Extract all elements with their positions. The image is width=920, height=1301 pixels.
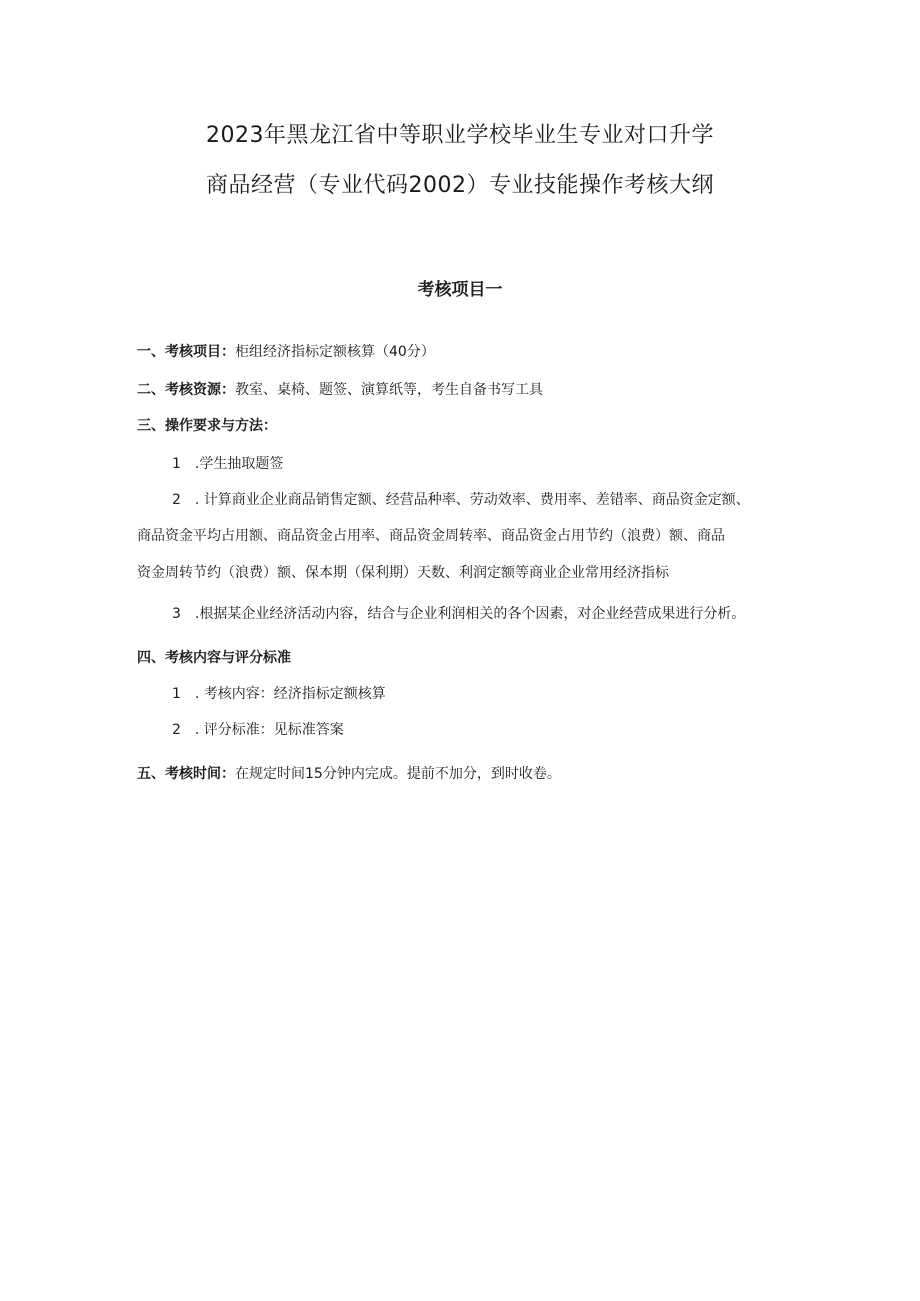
section-1-text: 柜组经济指标定额核算（40分） [235,344,435,360]
section-1-label: 一、考核项目： [137,344,235,360]
section-2 [137,380,543,400]
section-5 [137,764,561,784]
section-2-label: 二、考核资源： [137,382,235,398]
document-title-line2: 商品经营（专业代码2002）专业技能操作考核大纲 [206,173,714,198]
section-3-label: 三、操作要求与方法： [137,418,277,434]
section-4-label: 四、考核内容与评分标准 [137,650,291,666]
section-1 [137,342,435,362]
section-4-item-1: 1 . 考核内容：经济指标定额核算 [172,686,386,702]
section-5-label: 五、考核时间： [137,766,235,782]
section-3-item-2-line1: 2 . 计算商业企业商品销售定额、经营品种率、劳动效率、费用率、差错率、商品资金定额、 [172,492,750,508]
section-2-text: 教室、桌椅、题签、演算纸等，考生自备书写工具 [235,382,543,398]
section-3-item-2-line2: 商品资金平均占用额、商品资金占用率、商品资金周转率、商品资金占用节约（浪费）额、商品 [137,528,725,544]
section-4 [137,648,291,668]
section-3 [137,416,277,436]
section-3-item-2-line3: 资金周转节约（浪费）额、保本期（保利期）天数、利润定额等商业企业常用经济指标 [137,565,669,581]
section-3-item-3: 3 .根据某企业经济活动内容，结合与企业利润相关的各个因素，对企业经营成果进行分析。 [172,606,746,622]
section-4-item-2: 2 . 评分标准：见标准答案 [172,722,344,738]
document-title-line1: 2023年黑龙江省中等职业学校毕业生专业对口升学 [206,123,714,148]
project-title: 考核项目一 [417,280,503,300]
section-5-text: 在规定时间15分钟内完成。提前不加分，到时收卷。 [235,766,561,782]
section-3-item-1: 1 .学生抽取题签 [172,456,284,472]
